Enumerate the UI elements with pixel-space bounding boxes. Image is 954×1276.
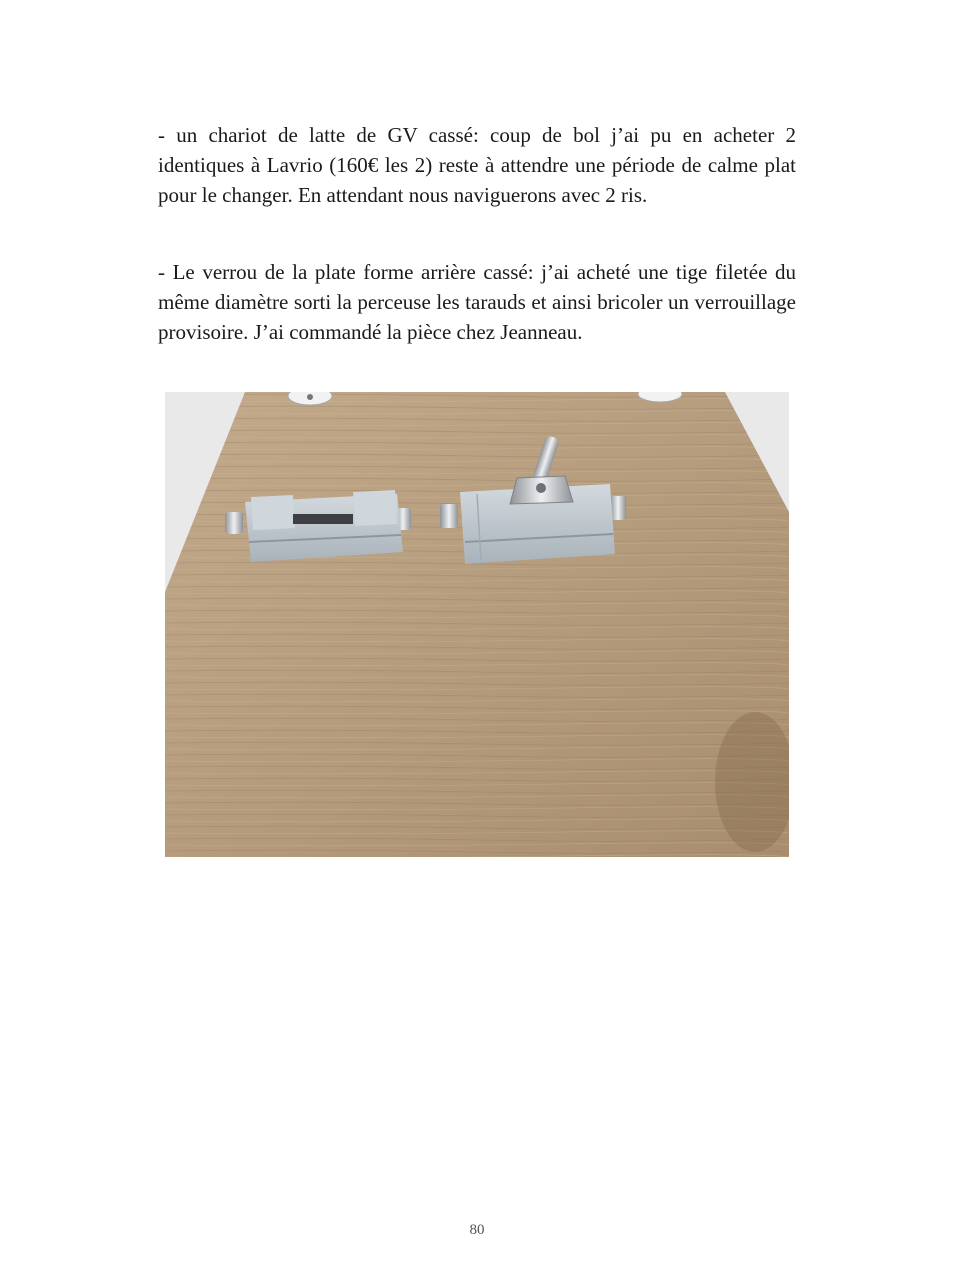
paragraph-broken-platform-lock: - Le verrou de la plate forme arrière cassé: j’ai acheté une tige filetée du même diamètre sorti la perceuse les tarauds et ainsi bricoler un verrouillage provisoire. J’ai commandé la pièce chez Jeanneau.	[158, 260, 796, 344]
page-number: 80	[469, 1222, 485, 1238]
photo-lock-parts	[165, 392, 789, 857]
paragraph-broken-batten-car: - un chariot de latte de GV cassé: coup de bol j’ai pu en acheter 2 identiques à Lavrio (160€ les 2) reste à attendre une période de calme plat pour le changer. En attendant nous naviguerons avec 2 ris.	[158, 123, 796, 207]
